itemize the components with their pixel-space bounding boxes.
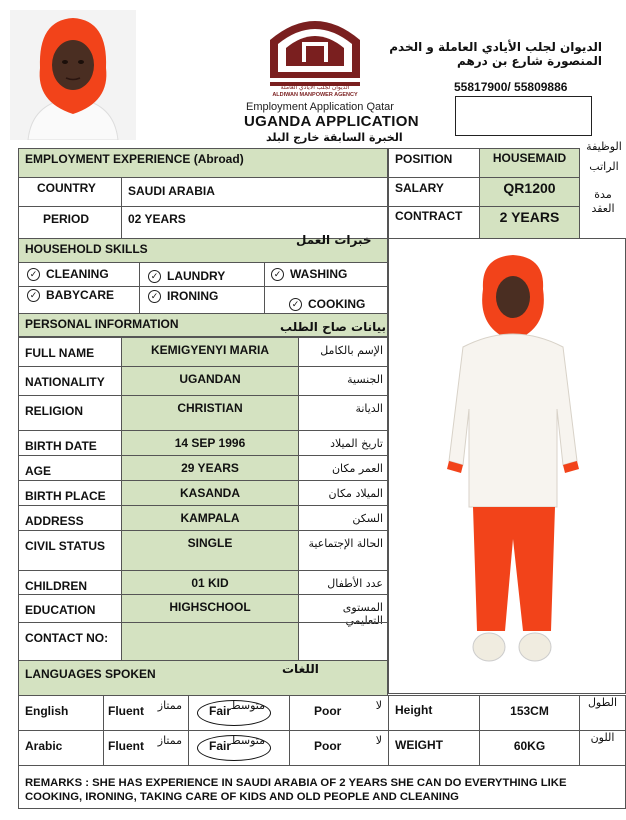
height-value: 153CM bbox=[479, 695, 580, 731]
personal-value: CHRISTIAN bbox=[121, 395, 299, 431]
height-ar: الطول bbox=[579, 695, 626, 731]
personal-label-ar: الحالة الإجتماعية bbox=[298, 530, 388, 571]
personal-value: 29 YEARS bbox=[121, 455, 299, 481]
personal-label: NATIONALITY bbox=[18, 366, 122, 396]
weight-value: 60KG bbox=[479, 730, 580, 766]
selected-circle-mark bbox=[197, 700, 271, 726]
personal-value bbox=[121, 622, 299, 662]
skill-label: COOKING bbox=[308, 297, 366, 311]
personal-label: FULL NAME bbox=[18, 337, 122, 367]
personal-value: KAMPALA bbox=[121, 505, 299, 531]
skill-laundry bbox=[139, 262, 265, 287]
personal-value: KASANDA bbox=[121, 480, 299, 506]
personal-label-ar: الإسم بالكامل bbox=[298, 337, 388, 367]
personal-label: AGE bbox=[18, 455, 122, 481]
personal-label: EDUCATION bbox=[18, 594, 122, 623]
personal-label: ADDRESS bbox=[18, 505, 122, 531]
languages-title-ar: اللغات bbox=[282, 662, 319, 676]
personal-value: HIGHSCHOOL bbox=[121, 594, 299, 623]
personal-label-ar: السكن bbox=[298, 505, 388, 531]
skill-label: IRONING bbox=[167, 289, 219, 303]
personal-label: CIVIL STATUS bbox=[18, 530, 122, 571]
uganda-application-title: UGANDA APPLICATION bbox=[244, 113, 419, 130]
skill-cleaning bbox=[18, 262, 140, 287]
poor-option-cell bbox=[289, 730, 389, 766]
check-icon: ✓ bbox=[148, 270, 161, 283]
fair-option: Fair bbox=[209, 704, 232, 718]
language-name: Arabic bbox=[25, 739, 63, 753]
poor-option-ar: لا bbox=[375, 699, 382, 712]
personal-label: BIRTH DATE bbox=[18, 430, 122, 456]
language-name-cell bbox=[18, 695, 104, 731]
logo-ar-subtitle: الديوان لجلب الأيادي العاملة bbox=[280, 85, 350, 91]
fair-option-ar: متوسط bbox=[230, 734, 265, 747]
check-icon: ✓ bbox=[27, 289, 40, 302]
skill-label: WASHING bbox=[290, 267, 348, 281]
fluent-option: Fluent bbox=[108, 704, 144, 718]
personal-label: BIRTH PLACE bbox=[18, 480, 122, 506]
personal-value: 14 SEP 1996 bbox=[121, 430, 299, 456]
agency-logo bbox=[266, 8, 364, 100]
check-icon: ✓ bbox=[271, 268, 284, 281]
salary-ar: الراتب bbox=[589, 160, 619, 173]
skill-washing bbox=[264, 262, 388, 287]
personal-label-ar: الجنسية bbox=[298, 366, 388, 396]
fair-option-cell bbox=[188, 695, 290, 731]
experience-header: EMPLOYMENT EXPERIENCE (Abroad) bbox=[18, 148, 388, 178]
remarks: REMARKS : SHE HAS EXPERIENCE IN SAUDI ARABIA OF 2 YEARS SHE CAN DO EVERYTHING LIKE COOKING, IRONING, TAKING CARE OF KIDS AND OLD PEOPLE AND CLEANING bbox=[18, 765, 626, 809]
fair-option-ar: متوسط bbox=[230, 699, 265, 712]
skill-label: LAUNDRY bbox=[167, 269, 226, 283]
weight-ar: اللون bbox=[579, 730, 626, 766]
poor-option-cell bbox=[289, 695, 389, 731]
skill-babycare bbox=[18, 286, 140, 314]
position-value: HOUSEMAID bbox=[479, 148, 580, 178]
agency-address-ar: المنصورة شارع بن درهم bbox=[457, 54, 602, 68]
salary-value: QR1200 bbox=[479, 177, 580, 207]
country-value: SAUDI ARABIA bbox=[121, 177, 388, 207]
fluent-option-ar: ممتاز bbox=[157, 734, 182, 747]
height-label: Height bbox=[388, 695, 480, 731]
personal-label: RELIGION bbox=[18, 395, 122, 431]
personal-label-ar: العمر مكان bbox=[298, 455, 388, 481]
personal-header: PERSONAL INFORMATION bbox=[18, 313, 388, 337]
logo-en-text: ALDIWAN MANPOWER AGENCY bbox=[272, 92, 358, 98]
experience-abroad-ar: الخبرة السابقة خارج البلد bbox=[266, 131, 403, 144]
personal-label-ar: الميلاد مكان bbox=[298, 480, 388, 506]
personal-label-ar: المستوى التعليمي bbox=[298, 594, 388, 623]
poor-option-ar: لا bbox=[375, 734, 382, 747]
personal-label-ar: تاريخ الميلاد bbox=[298, 430, 388, 456]
personal-title-ar: بيانات صاح الطلب bbox=[280, 320, 386, 334]
check-icon: ✓ bbox=[27, 268, 40, 281]
personal-value: 01 KID bbox=[121, 570, 299, 595]
period-value: 02 YEARS bbox=[121, 206, 388, 239]
fluent-option-ar: ممتاز bbox=[157, 699, 182, 712]
fair-option-cell bbox=[188, 730, 290, 766]
full-body-photo bbox=[388, 238, 626, 694]
personal-label-ar: عدد الأطفال bbox=[298, 570, 388, 595]
poor-option: Poor bbox=[314, 739, 342, 753]
fluent-option-cell bbox=[103, 730, 189, 766]
skill-ironing bbox=[139, 286, 265, 314]
language-name-cell bbox=[18, 730, 104, 766]
personal-label-ar bbox=[298, 622, 388, 662]
photo-box bbox=[455, 96, 592, 136]
personal-label: CHILDREN bbox=[18, 570, 122, 595]
personal-value: SINGLE bbox=[121, 530, 299, 571]
check-icon: ✓ bbox=[148, 290, 161, 303]
languages-header: LANGUAGES SPOKEN bbox=[18, 660, 388, 696]
selected-circle-mark bbox=[197, 735, 271, 761]
country-label: COUNTRY bbox=[18, 177, 122, 207]
agency-name-ar: الديوان لجلب الأيادي العاملة و الخدم bbox=[389, 40, 602, 54]
contract-value: 2 YEARS bbox=[479, 206, 580, 239]
skill-cooking bbox=[264, 286, 388, 314]
personal-value: UGANDAN bbox=[121, 366, 299, 396]
fluent-option: Fluent bbox=[108, 739, 144, 753]
portrait-photo bbox=[10, 10, 136, 140]
period-label: PERIOD bbox=[18, 206, 122, 239]
salary-label: SALARY bbox=[388, 177, 480, 207]
contract-ar: مدة العقد bbox=[591, 188, 615, 215]
contract-label: CONTRACT bbox=[388, 206, 480, 239]
poor-option: Poor bbox=[314, 704, 342, 718]
skills-header: HOUSEHOLD SKILLS bbox=[18, 238, 388, 263]
skill-label: CLEANING bbox=[46, 267, 109, 281]
application-subtitle: Employment Application Qatar bbox=[246, 101, 394, 113]
phone-numbers: 55817900/ 55809886 bbox=[454, 80, 568, 94]
personal-label-ar: الديانة bbox=[298, 395, 388, 431]
fluent-option-cell bbox=[103, 695, 189, 731]
skills-title-ar: خبرات العمل bbox=[296, 233, 372, 247]
fair-option: Fair bbox=[209, 739, 232, 753]
personal-label: CONTACT NO: bbox=[18, 622, 122, 662]
check-icon: ✓ bbox=[289, 298, 302, 311]
position-label: POSITION bbox=[388, 148, 480, 178]
skill-label: BABYCARE bbox=[46, 288, 115, 302]
weight-label: WEIGHT bbox=[388, 730, 480, 766]
personal-value: KEMIGYENYI MARIA bbox=[121, 337, 299, 367]
position-ar: الوظيفة bbox=[586, 140, 622, 153]
language-name: English bbox=[25, 704, 69, 718]
